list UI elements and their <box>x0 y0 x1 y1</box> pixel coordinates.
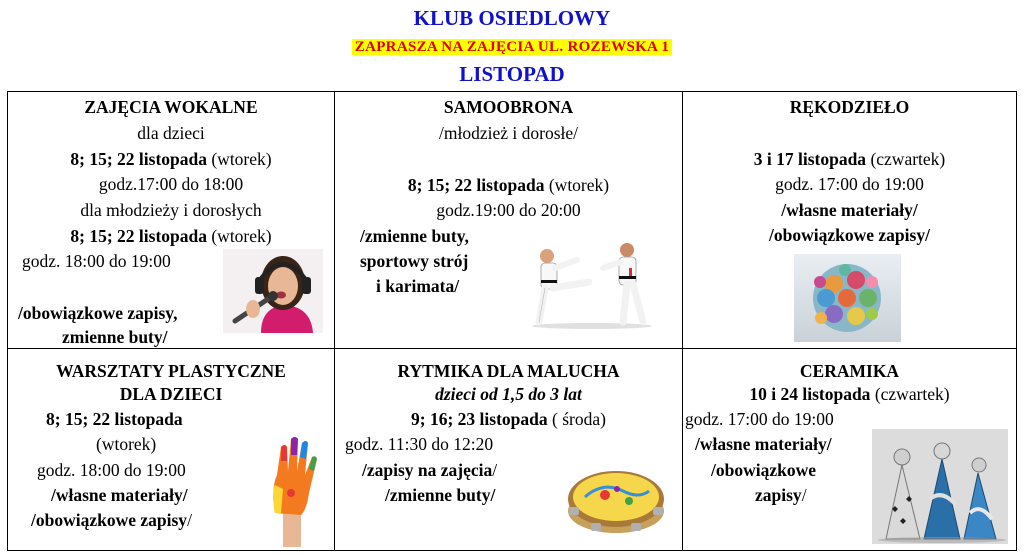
vocal-adults-dates-line <box>8 225 334 248</box>
cell-handicraft <box>683 92 1017 349</box>
vocal-adults-day: (wtorek) <box>206 226 272 246</box>
vocal-kids-label: dla dzieci <box>137 123 205 143</box>
cell-art-workshop <box>8 349 335 551</box>
month-title: LISTOPAD <box>459 62 565 86</box>
art-day: (wtorek) <box>96 434 157 454</box>
art-note-signup-line <box>31 509 192 532</box>
ceramics-note-materials: /własne materiały/ <box>695 434 832 454</box>
handicraft-day: (czwartek) <box>866 149 946 169</box>
tambourine-image <box>563 461 669 537</box>
rhythmics-day: ( środa) <box>547 409 606 429</box>
cell-vocal-classes <box>8 92 335 349</box>
rhythmics-note-signup-line <box>362 459 497 482</box>
paper-ball-craft-image <box>794 254 901 342</box>
ceramic-figures-image <box>872 429 1008 544</box>
selfdefense-title: SAMOOBRONA <box>443 97 574 117</box>
karate-fighters-image <box>527 238 657 330</box>
ceramics-time: godz. 17:00 do 19:00 <box>685 409 834 429</box>
ceramics-note-signup: /obowiązkowe <box>711 460 816 480</box>
selfdefense-audience: /młodzież i dorosłe/ <box>439 123 578 143</box>
ceramics-note-signup-end: / <box>801 485 807 505</box>
cell-rhythmics <box>335 349 683 551</box>
rhythmics-dates-line <box>335 408 682 431</box>
art-dates: 8; 15; 22 listopada <box>46 409 183 429</box>
vocal-note-signup: /obowiązkowe zapisy, <box>18 303 178 323</box>
invitation-subtitle: ZAPRASZA NA ZAJĘCIA UL. ROZEWSKA 1 <box>352 39 672 55</box>
handicraft-dates: 3 i 17 listopada <box>753 149 867 169</box>
ceramics-note-signup-word: zapisy <box>755 485 802 505</box>
rhythmics-time: godz. 11:30 do 12:20 <box>345 434 494 454</box>
selfdefense-day: (wtorek) <box>544 175 610 195</box>
vocal-adults-dates: 8; 15; 22 listopada <box>70 226 207 246</box>
rhythmics-note-signup: /zapisy na zajęcia <box>362 460 493 480</box>
vocal-adults-time: godz. 18:00 do 19:00 <box>22 251 171 271</box>
selfdefense-dates-line <box>335 174 682 197</box>
selfdefense-dates: 8; 15; 22 listopada <box>407 175 545 195</box>
art-note-signup: /obowiązkowe zapisy <box>31 510 188 530</box>
subtitle-row <box>0 39 1024 56</box>
ceramics-day: (czwartek) <box>870 384 950 404</box>
selfdefense-note-shoes: /zmienne buty, <box>360 226 469 246</box>
rhythmics-note-signup-end: / <box>492 460 498 480</box>
vocal-kids-dates: 8; 15; 22 listopada <box>70 149 207 169</box>
rhythmics-dates: 9; 16; 23 listopada <box>411 409 548 429</box>
vocal-kids-day: (wtorek) <box>206 149 272 169</box>
selfdefense-time: godz.19:00 do 20:00 <box>436 200 581 220</box>
vocal-kids-dates-line <box>8 148 334 171</box>
vocal-adults-label: dla młodzieży i dorosłych <box>80 200 262 220</box>
vocal-kids-time: godz.17:00 do 18:00 <box>98 174 244 194</box>
art-note-signup-end: / <box>187 510 192 530</box>
art-title-line1: WARSZTATY PLASTYCZNE <box>56 361 286 381</box>
selfdefense-note-mat: i karimata/ <box>376 276 460 296</box>
vocal-note-shoes: zmienne buty/ <box>62 327 168 347</box>
handicraft-time: godz. 17:00 do 19:00 <box>775 174 924 194</box>
vocal-title: ZAJĘCIA WOKALNE <box>84 97 258 117</box>
ceramics-title: CERAMIKA <box>799 361 900 381</box>
art-time: godz. 18:00 do 19:00 <box>37 460 186 480</box>
singing-girl-image <box>223 249 323 333</box>
ceramics-dates: 10 i 24 listopada <box>749 384 871 404</box>
handicraft-note-materials: /własne materiały/ <box>781 200 918 220</box>
ceramics-dates-line <box>683 383 1016 406</box>
schedule-table <box>7 91 1017 551</box>
rhythmics-note-shoes: /zmienne buty/ <box>385 485 496 505</box>
rhythmics-title: RYTMIKA DLA MALUCHA <box>397 361 620 381</box>
cell-ceramics <box>683 349 1017 551</box>
cell-self-defense <box>335 92 683 349</box>
handicraft-note-signup: /obowiązkowe zapisy/ <box>769 225 930 245</box>
art-title-line2: DLA DZIECI <box>119 384 223 404</box>
painted-hand-image <box>261 431 323 547</box>
rhythmics-age: dzieci od 1,5 do 3 lat <box>435 384 582 404</box>
selfdefense-note-outfit: sportowy strój <box>360 251 469 271</box>
ceramics-note-signup-line2 <box>755 484 807 507</box>
handicraft-title: RĘKODZIEŁO <box>789 97 910 117</box>
handicraft-dates-line <box>683 148 1016 171</box>
art-note-materials: /własne materiały/ <box>51 485 188 505</box>
club-title: KLUB OSIEDLOWY <box>413 6 611 30</box>
